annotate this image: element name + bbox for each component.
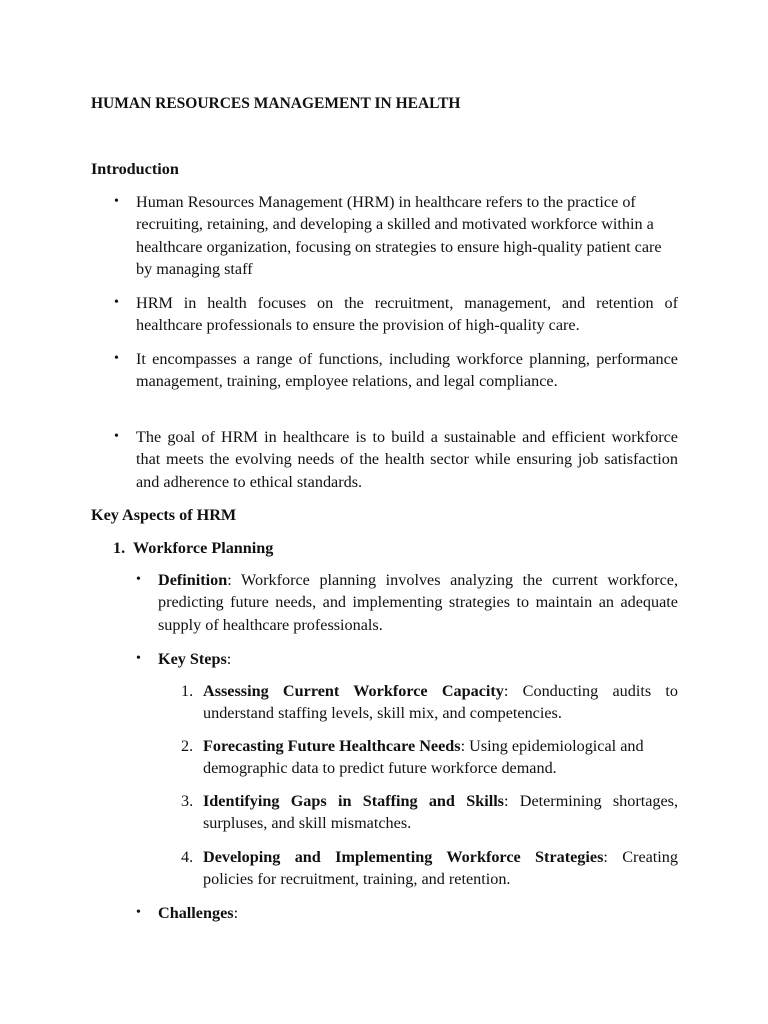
bullet-marker: • — [114, 429, 119, 444]
step-number: 4. — [181, 848, 194, 866]
bullet-marker: • — [114, 194, 119, 209]
step-text: : Determining shortages, surpluses, and skill mismatches. — [203, 792, 679, 833]
challenges-label-line — [158, 902, 678, 924]
step-1 — [203, 680, 678, 725]
intro-bullet-2: HRM in health focuses on the recruitment, management, and retention of healthcare professionals to ensure the provision of high-quality care. — [136, 294, 678, 335]
section-title: Workforce Planning — [132, 539, 274, 557]
bullet-marker: • — [136, 572, 141, 587]
workforce-planning-heading — [113, 537, 273, 559]
bullet-marker: • — [114, 351, 119, 366]
step-text: : Using epidemiological and demographic data to predict future workforce demand. — [203, 737, 644, 778]
definition-text: : Workforce planning involves analyzing the current workforce, predicting future needs, and implementing strategies to maintain an adequate supply of healthcare professionals. — [158, 571, 678, 634]
step-text: : Creating policies for recruitment, training, and retention. — [203, 848, 678, 889]
step-number: 3. — [181, 792, 194, 810]
step-4 — [203, 846, 678, 891]
introduction-heading: Introduction — [91, 160, 179, 178]
challenges-colon: : — [233, 904, 239, 922]
key-aspects-heading: Key Aspects of HRM — [91, 506, 237, 524]
step-2 — [203, 735, 678, 780]
document-title: HUMAN RESOURCES MANAGEMENT IN HEALTH — [91, 95, 461, 112]
step-label: Developing and Implementing Workforce Strategies — [203, 848, 604, 866]
bullet-marker: • — [136, 651, 141, 666]
key-steps-colon: : — [226, 650, 232, 668]
section-number: 1. — [113, 539, 126, 557]
key-steps-label-line — [158, 648, 678, 670]
step-3 — [203, 790, 678, 835]
step-label: Assessing Current Workforce Capacity — [203, 682, 504, 700]
intro-bullet-3: It encompasses a range of functions, including workforce planning, performance management, training, employee relations, and legal compliance. — [136, 350, 678, 391]
step-number: 2. — [181, 737, 194, 755]
definition-label: Definition — [158, 571, 228, 589]
step-text: : Conducting audits to understand staffing levels, skill mix, and competencies. — [203, 682, 679, 723]
challenges-label: Challenges — [158, 904, 234, 922]
bullet-marker: • — [136, 905, 141, 920]
intro-bullet-4: The goal of HRM in healthcare is to build a sustainable and efficient workforce that meets the evolving needs of the health sector while ensuring job satisfaction and adherence to ethical standards. — [136, 428, 678, 491]
intro-bullet-1: Human Resources Management (HRM) in healthcare refers to the practice of recruiting, retaining, and developing a skilled and motivated workforce within a healthcare organization, focusing on strategies to ensure high-quality patient care by managing staff — [136, 193, 662, 279]
definition-paragraph — [158, 569, 678, 636]
step-label: Identifying Gaps in Staffing and Skills — [203, 792, 504, 810]
bullet-marker: • — [114, 295, 119, 310]
key-steps-label: Key Steps — [158, 650, 227, 668]
step-number: 1. — [181, 682, 194, 700]
step-label: Forecasting Future Healthcare Needs — [203, 737, 461, 755]
